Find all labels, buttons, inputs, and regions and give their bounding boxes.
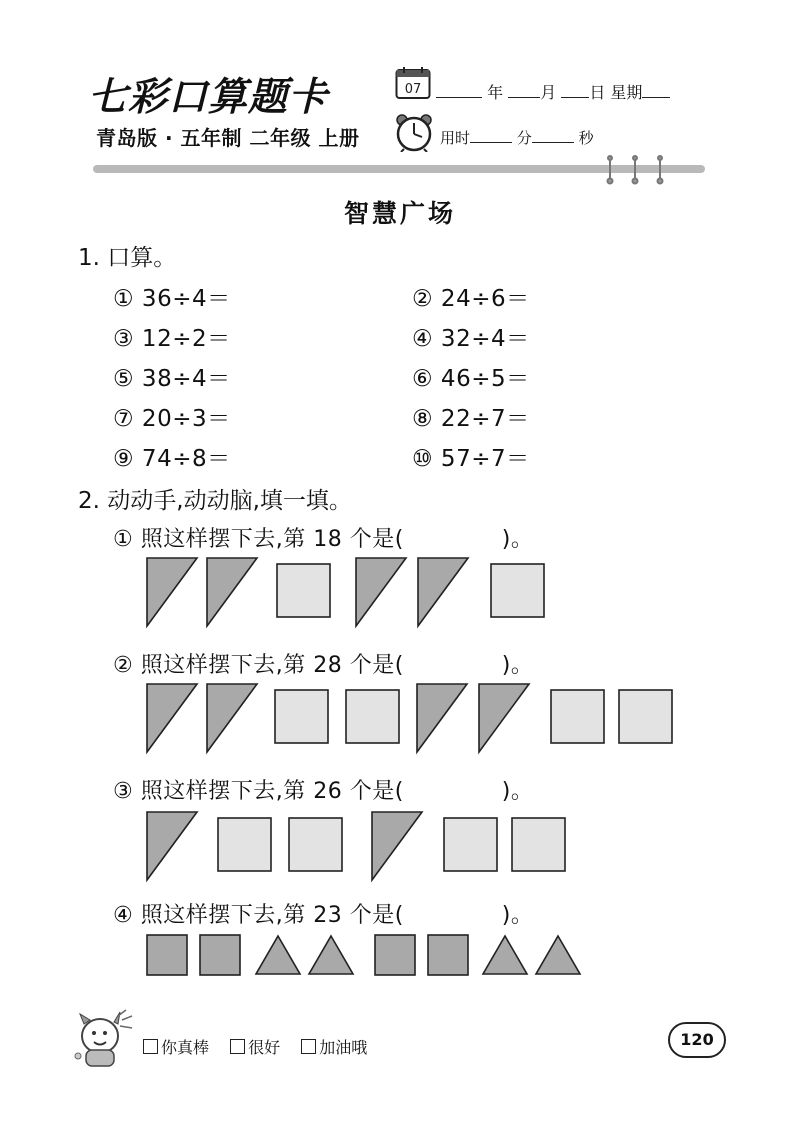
checkbox-icon[interactable] bbox=[230, 1039, 245, 1054]
q2-item-1-suffix: )。 bbox=[501, 527, 534, 552]
seconds-label: 秒 bbox=[578, 129, 594, 147]
rating-option-keep-going[interactable] bbox=[301, 1038, 367, 1057]
q2-item-1 bbox=[113, 522, 533, 553]
rating-option-good-label: 很好 bbox=[248, 1038, 281, 1057]
year-label: 年 bbox=[487, 83, 504, 102]
q2-item-3 bbox=[113, 774, 533, 805]
calendar-icon bbox=[395, 66, 431, 100]
rating-option-good[interactable] bbox=[230, 1038, 280, 1057]
weekday-label: 星期 bbox=[610, 83, 643, 102]
problem-10: ⑩ 57÷7＝ bbox=[412, 446, 530, 472]
time-used-label: 用时 bbox=[440, 129, 471, 147]
square-shape bbox=[277, 564, 330, 617]
time-fields bbox=[440, 126, 594, 148]
right-triangle-shape bbox=[479, 684, 529, 752]
right-triangle-shape bbox=[417, 684, 467, 752]
mascot-icon bbox=[70, 1006, 136, 1070]
problem-7: ⑦ 20÷3＝ bbox=[113, 406, 231, 432]
q2-heading: 2. 动动手,动动脑,填一填。 bbox=[78, 488, 352, 514]
square-shape bbox=[147, 935, 187, 975]
q1-heading: 1. 口算。 bbox=[78, 245, 177, 271]
right-triangle-shape bbox=[147, 812, 197, 880]
minutes-label: 分 bbox=[516, 129, 532, 147]
problem-2: ② 24÷6＝ bbox=[412, 286, 530, 312]
minutes-blank[interactable] bbox=[470, 126, 512, 143]
q2-item-4-prefix: ④ 照这样摆下去,第 23 个是( bbox=[113, 903, 404, 928]
right-triangle-shape bbox=[372, 812, 422, 880]
square-shape bbox=[551, 690, 604, 743]
checkbox-icon[interactable] bbox=[301, 1039, 316, 1054]
page-number: 120 bbox=[668, 1022, 726, 1058]
right-triangle-shape bbox=[147, 684, 197, 752]
month-blank[interactable] bbox=[508, 81, 540, 98]
square-shape bbox=[200, 935, 240, 975]
checkbox-icon[interactable] bbox=[143, 1039, 158, 1054]
year-blank[interactable] bbox=[436, 81, 482, 98]
seconds-blank[interactable] bbox=[532, 126, 574, 143]
q2-item-4 bbox=[113, 898, 533, 929]
problem-6: ⑥ 46÷5＝ bbox=[412, 366, 530, 392]
problem-5: ⑤ 38÷4＝ bbox=[113, 366, 231, 392]
day-blank[interactable] bbox=[561, 81, 589, 98]
page-title: 智慧广场 bbox=[343, 199, 456, 228]
problem-4: ④ 32÷4＝ bbox=[412, 326, 530, 352]
day-label: 日 bbox=[589, 83, 606, 102]
right-triangle-shape bbox=[418, 558, 468, 626]
binder-rings-icon bbox=[600, 155, 670, 185]
isosceles-triangle-shape bbox=[483, 936, 527, 974]
rating-option-great[interactable] bbox=[143, 1038, 209, 1057]
q2-item-1-prefix: ① 照这样摆下去,第 18 个是( bbox=[113, 527, 404, 552]
square-shape bbox=[491, 564, 544, 617]
right-triangle-shape bbox=[207, 684, 257, 752]
problem-8: ⑧ 22÷7＝ bbox=[412, 406, 530, 432]
q2-item-2-prefix: ② 照这样摆下去,第 28 个是( bbox=[113, 653, 404, 678]
date-fields bbox=[436, 80, 670, 103]
isosceles-triangle-shape bbox=[256, 936, 300, 974]
brand-title: 七彩口算题卡 bbox=[88, 74, 329, 120]
q2-item-2 bbox=[113, 648, 533, 679]
square-shape bbox=[375, 935, 415, 975]
clock-icon bbox=[394, 114, 434, 152]
square-shape bbox=[218, 818, 271, 871]
right-triangle-shape bbox=[356, 558, 406, 626]
square-shape bbox=[346, 690, 399, 743]
square-shape bbox=[289, 818, 342, 871]
edition-label: 青岛版 · 五年制 二年级 上册 bbox=[96, 126, 360, 150]
q2-item-3-suffix: )。 bbox=[501, 779, 534, 804]
weekday-blank[interactable] bbox=[642, 81, 670, 98]
isosceles-triangle-shape bbox=[309, 936, 353, 974]
calendar-day: 07 bbox=[404, 82, 422, 97]
problem-3: ③ 12÷2＝ bbox=[113, 326, 231, 352]
right-triangle-shape bbox=[147, 558, 197, 626]
right-triangle-shape bbox=[207, 558, 257, 626]
month-label: 月 bbox=[540, 83, 557, 102]
square-shape bbox=[444, 818, 497, 871]
rating-options bbox=[143, 1035, 383, 1058]
rating-option-great-label: 你真棒 bbox=[161, 1038, 210, 1057]
problem-9: ⑨ 74÷8＝ bbox=[113, 446, 231, 472]
square-shape bbox=[512, 818, 565, 871]
rating-option-keep-going-label: 加油哦 bbox=[319, 1038, 368, 1057]
square-shape bbox=[428, 935, 468, 975]
isosceles-triangle-shape bbox=[536, 936, 580, 974]
q2-item-2-suffix: )。 bbox=[501, 653, 534, 678]
problem-1: ① 36÷4＝ bbox=[113, 286, 231, 312]
square-shape bbox=[275, 690, 328, 743]
q2-item-4-suffix: )。 bbox=[501, 903, 534, 928]
square-shape bbox=[619, 690, 672, 743]
q2-item-3-prefix: ③ 照这样摆下去,第 26 个是( bbox=[113, 779, 404, 804]
